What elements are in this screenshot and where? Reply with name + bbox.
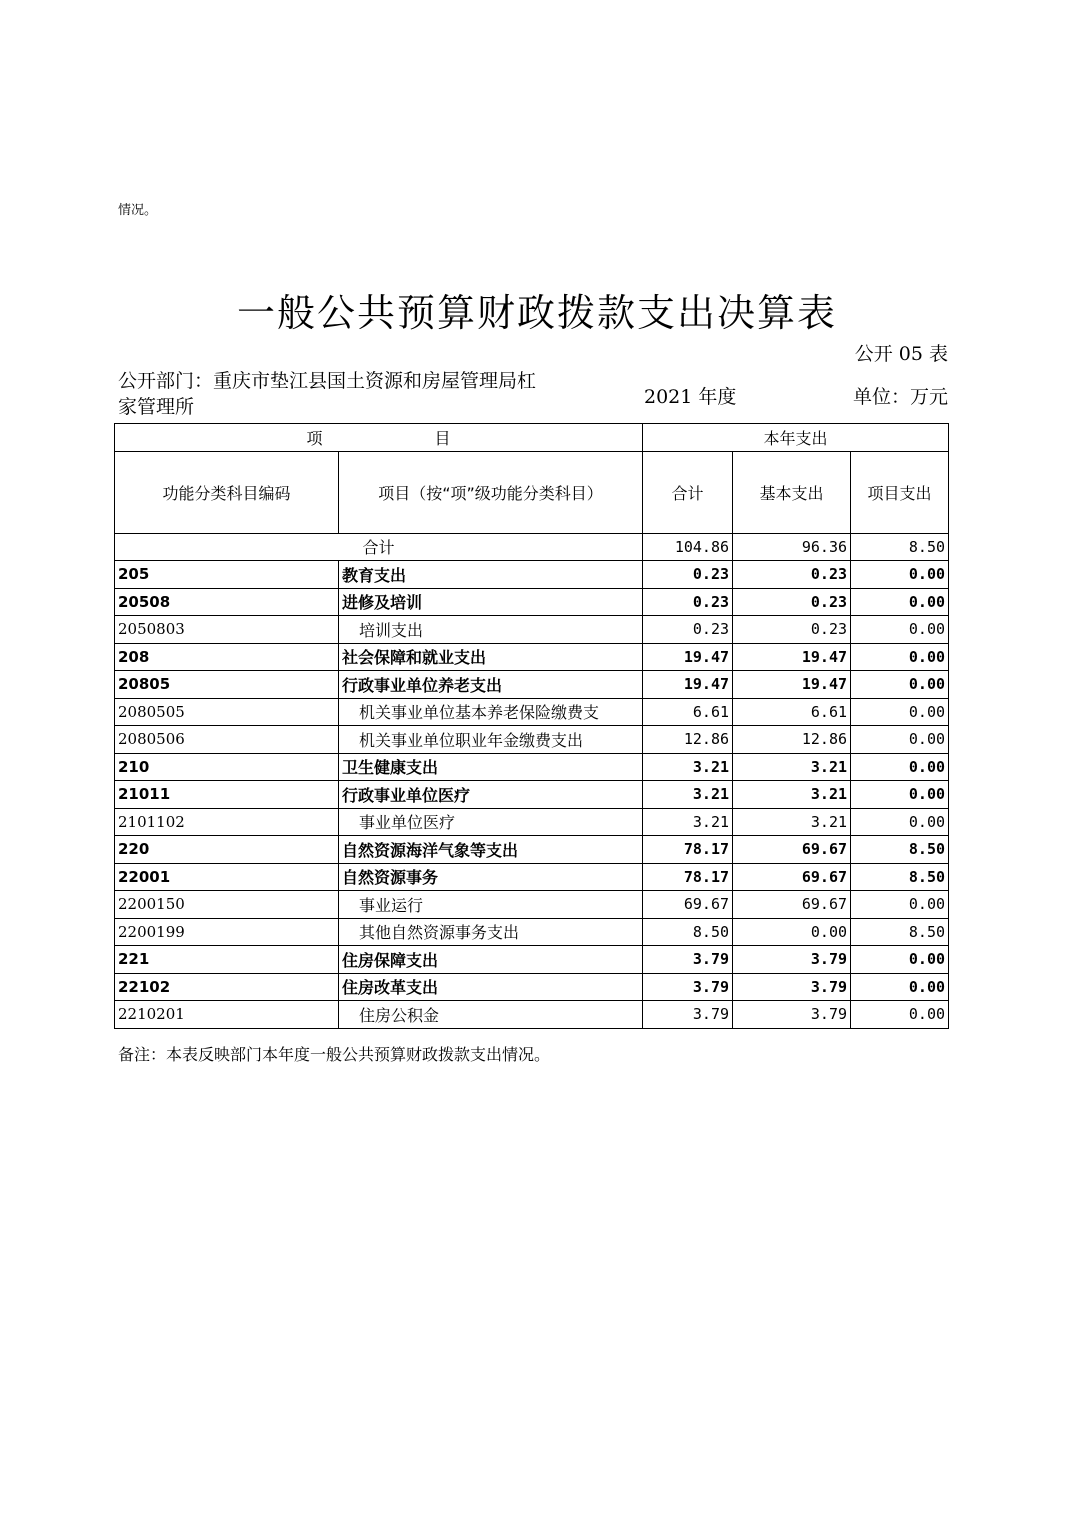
row-project: 0.00 <box>851 1001 949 1029</box>
header-basic: 基本支出 <box>733 451 851 533</box>
row-basic: 69.67 <box>733 891 851 919</box>
total-label: 合计 <box>115 533 643 561</box>
row-basic: 3.79 <box>733 1001 851 1029</box>
total-row <box>115 533 949 561</box>
table-row <box>115 863 949 891</box>
row-name: 培训支出 <box>339 616 643 644</box>
row-total: 3.79 <box>643 946 733 974</box>
header-total: 合计 <box>643 451 733 533</box>
row-code: 21011 <box>115 781 339 809</box>
row-project: 0.00 <box>851 616 949 644</box>
footnote: 备注：本表反映部门本年度一般公共预算财政拨款支出情况。 <box>118 1045 551 1064</box>
table-row <box>115 808 949 836</box>
total-sum: 104.86 <box>643 533 733 561</box>
row-total: 19.47 <box>643 643 733 671</box>
row-project: 8.50 <box>851 836 949 864</box>
row-total: 3.21 <box>643 808 733 836</box>
table-row <box>115 588 949 616</box>
page-title: 一般公共预算财政拨款支出决算表 <box>236 291 837 335</box>
row-basic: 6.61 <box>733 698 851 726</box>
row-basic: 19.47 <box>733 643 851 671</box>
row-total: 3.79 <box>643 1001 733 1029</box>
row-name: 行政事业单位养老支出 <box>339 671 643 699</box>
row-code: 22001 <box>115 863 339 891</box>
table-row <box>115 698 949 726</box>
row-project: 0.00 <box>851 643 949 671</box>
row-total: 3.21 <box>643 753 733 781</box>
total-basic: 96.36 <box>733 533 851 561</box>
table-row <box>115 891 949 919</box>
table-row <box>115 561 949 589</box>
row-code: 20508 <box>115 588 339 616</box>
row-project: 0.00 <box>851 973 949 1001</box>
header-name: 项目（按“项”级功能分类科目） <box>339 451 643 533</box>
table-row <box>115 671 949 699</box>
row-basic: 0.00 <box>733 918 851 946</box>
row-code: 2200150 <box>115 891 339 919</box>
row-name: 卫生健康支出 <box>339 753 643 781</box>
table-row <box>115 973 949 1001</box>
row-project: 0.00 <box>851 698 949 726</box>
row-name: 住房保障支出 <box>339 946 643 974</box>
table-row <box>115 643 949 671</box>
expenditure-table <box>114 423 949 1029</box>
row-project: 0.00 <box>851 753 949 781</box>
top-note: 情况。 <box>118 203 158 218</box>
row-name: 住房公积金 <box>339 1001 643 1029</box>
row-total: 0.23 <box>643 588 733 616</box>
row-project: 8.50 <box>851 918 949 946</box>
row-code: 2101102 <box>115 808 339 836</box>
table-row <box>115 781 949 809</box>
row-name: 教育支出 <box>339 561 643 589</box>
table-row <box>115 946 949 974</box>
row-name: 事业单位医疗 <box>339 808 643 836</box>
row-code: 20805 <box>115 671 339 699</box>
row-basic: 12.86 <box>733 726 851 754</box>
header-current-year: 本年支出 <box>643 424 949 452</box>
row-basic: 69.67 <box>733 863 851 891</box>
row-total: 0.23 <box>643 616 733 644</box>
row-name: 事业运行 <box>339 891 643 919</box>
row-total: 3.21 <box>643 781 733 809</box>
row-total: 12.86 <box>643 726 733 754</box>
row-code: 22102 <box>115 973 339 1001</box>
row-basic: 19.47 <box>733 671 851 699</box>
unit-label: 单位：万元 <box>852 386 948 408</box>
row-total: 78.17 <box>643 863 733 891</box>
row-project: 0.00 <box>851 946 949 974</box>
row-total: 78.17 <box>643 836 733 864</box>
row-total: 6.61 <box>643 698 733 726</box>
row-name: 其他自然资源事务支出 <box>339 918 643 946</box>
row-total: 3.79 <box>643 973 733 1001</box>
row-total: 0.23 <box>643 561 733 589</box>
row-code: 221 <box>115 946 339 974</box>
row-basic: 0.23 <box>733 561 851 589</box>
header-item: 项 目 <box>115 424 643 452</box>
row-code: 2200199 <box>115 918 339 946</box>
row-project: 0.00 <box>851 588 949 616</box>
row-basic: 3.21 <box>733 808 851 836</box>
row-basic: 3.21 <box>733 753 851 781</box>
row-name: 机关事业单位基本养老保险缴费支 <box>339 698 643 726</box>
table-row <box>115 753 949 781</box>
table-row <box>115 726 949 754</box>
header-project: 项目支出 <box>851 451 949 533</box>
row-project: 0.00 <box>851 671 949 699</box>
row-code: 2080505 <box>115 698 339 726</box>
row-name: 住房改革支出 <box>339 973 643 1001</box>
row-total: 69.67 <box>643 891 733 919</box>
row-total: 19.47 <box>643 671 733 699</box>
form-number: 公开 05 表 <box>854 343 948 365</box>
department-label: 公开部门：重庆市垫江县国土资源和房屋管理局杠家管理所 <box>118 370 537 418</box>
table-row <box>115 918 949 946</box>
row-code: 220 <box>115 836 339 864</box>
row-name: 自然资源事务 <box>339 863 643 891</box>
row-name: 行政事业单位医疗 <box>339 781 643 809</box>
row-name: 自然资源海洋气象等支出 <box>339 836 643 864</box>
row-project: 0.00 <box>851 808 949 836</box>
row-code: 2080506 <box>115 726 339 754</box>
row-basic: 69.67 <box>733 836 851 864</box>
table-row <box>115 1001 949 1029</box>
row-basic: 3.79 <box>733 973 851 1001</box>
row-code: 208 <box>115 643 339 671</box>
row-name: 社会保障和就业支出 <box>339 643 643 671</box>
table-row <box>115 616 949 644</box>
row-code: 2050803 <box>115 616 339 644</box>
row-total: 8.50 <box>643 918 733 946</box>
row-project: 8.50 <box>851 863 949 891</box>
year-label: 2021 年度 <box>644 386 737 408</box>
row-basic: 0.23 <box>733 616 851 644</box>
header-code: 功能分类科目编码 <box>115 451 339 533</box>
row-basic: 3.21 <box>733 781 851 809</box>
row-basic: 0.23 <box>733 588 851 616</box>
total-project: 8.50 <box>851 533 949 561</box>
table-row <box>115 836 949 864</box>
row-name: 进修及培训 <box>339 588 643 616</box>
row-code: 205 <box>115 561 339 589</box>
row-basic: 3.79 <box>733 946 851 974</box>
row-project: 0.00 <box>851 891 949 919</box>
row-code: 2210201 <box>115 1001 339 1029</box>
row-code: 210 <box>115 753 339 781</box>
row-name: 机关事业单位职业年金缴费支出 <box>339 726 643 754</box>
row-project: 0.00 <box>851 561 949 589</box>
row-project: 0.00 <box>851 726 949 754</box>
row-project: 0.00 <box>851 781 949 809</box>
